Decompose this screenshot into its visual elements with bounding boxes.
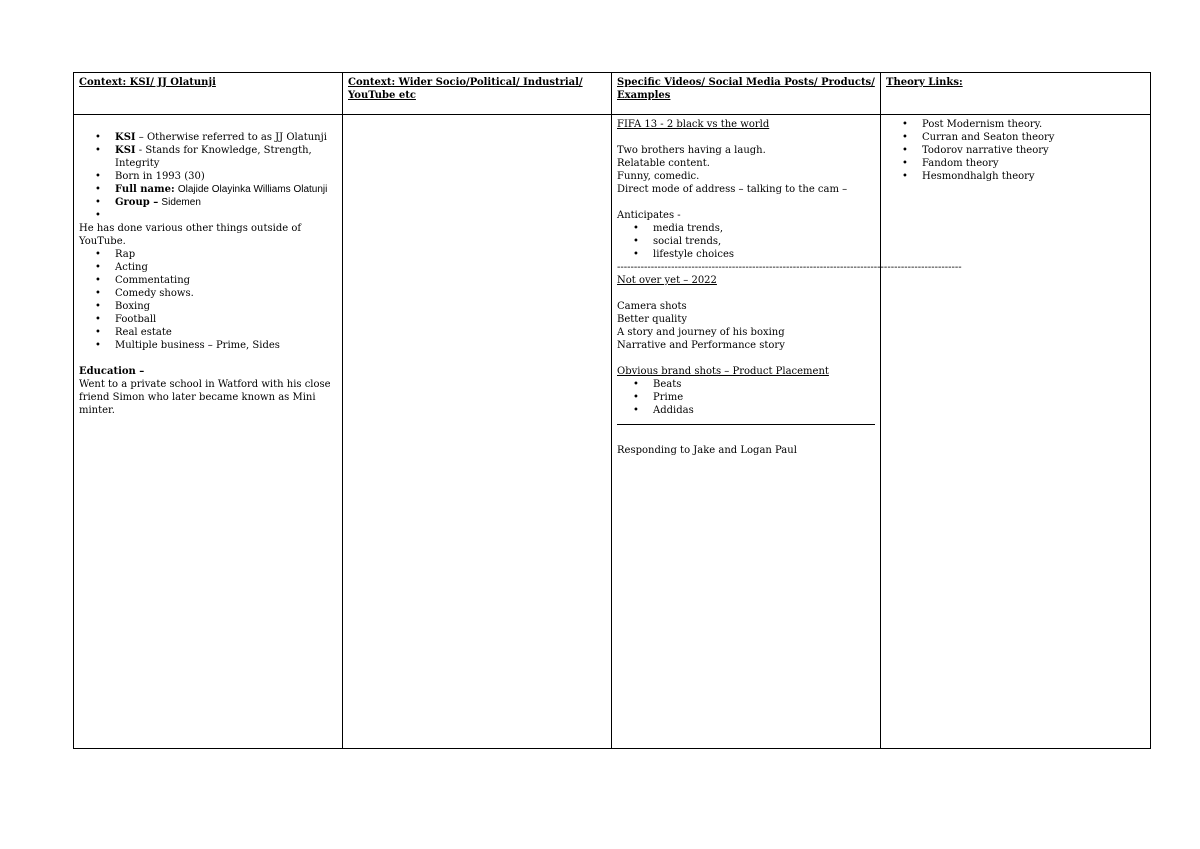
list-item: • KSI - Stands for Knowledge, Strength, Integrity <box>115 144 337 170</box>
video-note: Funny, comedic. <box>617 171 700 182</box>
list-item: • Fandom theory <box>922 157 1145 170</box>
list-item: • media trends, <box>653 222 875 235</box>
list-item: • Football <box>115 313 337 326</box>
cell-ksi-context <box>74 115 343 749</box>
header-row <box>74 73 1151 115</box>
header-wider-context: Context: Wider Socio/Political/ Industrial/ YouTube etc <box>348 77 583 101</box>
list-item: • KSI – Otherwise referred to as JJ Olatunji <box>115 131 337 144</box>
header-ksi: Context: KSI/ JJ Olatunji <box>79 77 216 88</box>
anticipates-label: Anticipates - <box>617 210 681 221</box>
spacer <box>617 352 875 365</box>
header-cell-theory <box>881 73 1151 115</box>
video-title-fifa: FIFA 13 - 2 black vs the world <box>617 119 770 130</box>
video-note: Narrative and Performance story <box>617 340 785 351</box>
list-item: • Beats <box>653 378 875 391</box>
list-item: • Multiple business – Prime, Sides <box>115 339 337 352</box>
header-cell-videos <box>612 73 881 115</box>
list-item: • Addidas <box>653 404 875 417</box>
cell-theory-links <box>881 115 1151 749</box>
other-things-intro: He has done various other things outside of YouTube. <box>79 223 302 247</box>
spacer <box>617 131 875 144</box>
video-note: Relatable content. <box>617 158 710 169</box>
responding-note: Responding to Jake and Logan Paul <box>617 445 797 456</box>
list-item: • Born in 1993 (30) <box>115 170 337 183</box>
list-item: • Post Modernism theory. <box>922 118 1145 131</box>
spacer <box>617 196 875 209</box>
list-item: • lifestyle choices <box>653 248 875 261</box>
ksi-facts-list <box>79 131 337 222</box>
other-things-list <box>79 248 337 352</box>
video-note: Better quality <box>617 314 688 325</box>
list-item: • Rap <box>115 248 337 261</box>
dashed-divider: ------------------------------------------------------------------------------------------------------ <box>617 262 962 273</box>
list-item: • Curran and Seaton theory <box>922 131 1145 144</box>
list-item: • Todorov narrative theory <box>922 144 1145 157</box>
list-item: • Boxing <box>115 300 337 313</box>
list-item: • Comedy shows. <box>115 287 337 300</box>
list-item-empty <box>115 209 337 222</box>
video-note: A story and journey of his boxing <box>617 327 785 338</box>
header-theory-links: Theory Links: <box>886 77 963 88</box>
video-note: Direct mode of address – talking to the cam – <box>617 184 848 195</box>
spacer <box>617 431 875 444</box>
list-item: • Hesmondhalgh theory <box>922 170 1145 183</box>
anticipates-list <box>617 222 875 261</box>
list-item: • Group – Sidemen <box>115 196 337 209</box>
list-item: • Prime <box>653 391 875 404</box>
video-note: Camera shots <box>617 301 687 312</box>
list-item: • Commentating <box>115 274 337 287</box>
spacer <box>79 352 337 365</box>
context-table <box>73 72 1151 749</box>
header-specific-videos: Specific Videos/ Social Media Posts/ Products/ Examples <box>617 77 875 101</box>
video-note: Two brothers having a laugh. <box>617 145 766 156</box>
video-title-not-over-yet: Not over yet – 2022 <box>617 275 717 286</box>
list-item: • Acting <box>115 261 337 274</box>
education-text: Went to a private school in Watford with his close friend Simon who later became known as Mini minter. <box>79 379 331 416</box>
spacer <box>617 287 875 300</box>
theory-list <box>886 118 1145 183</box>
header-cell-context <box>343 73 612 115</box>
list-item: • social trends, <box>653 235 875 248</box>
horizontal-rule <box>617 424 875 425</box>
list-item: • Full name: Olajide Olayinka Williams Olatunji <box>115 183 337 196</box>
list-item: • Real estate <box>115 326 337 339</box>
brand-shots-title: Obvious brand shots – Product Placement <box>617 366 829 377</box>
education-heading: Education – <box>79 366 145 377</box>
brand-list <box>617 378 875 417</box>
cell-wider-context <box>343 115 612 749</box>
spacer <box>79 118 337 131</box>
content-row <box>74 115 1151 749</box>
header-cell-ksi <box>74 73 343 115</box>
